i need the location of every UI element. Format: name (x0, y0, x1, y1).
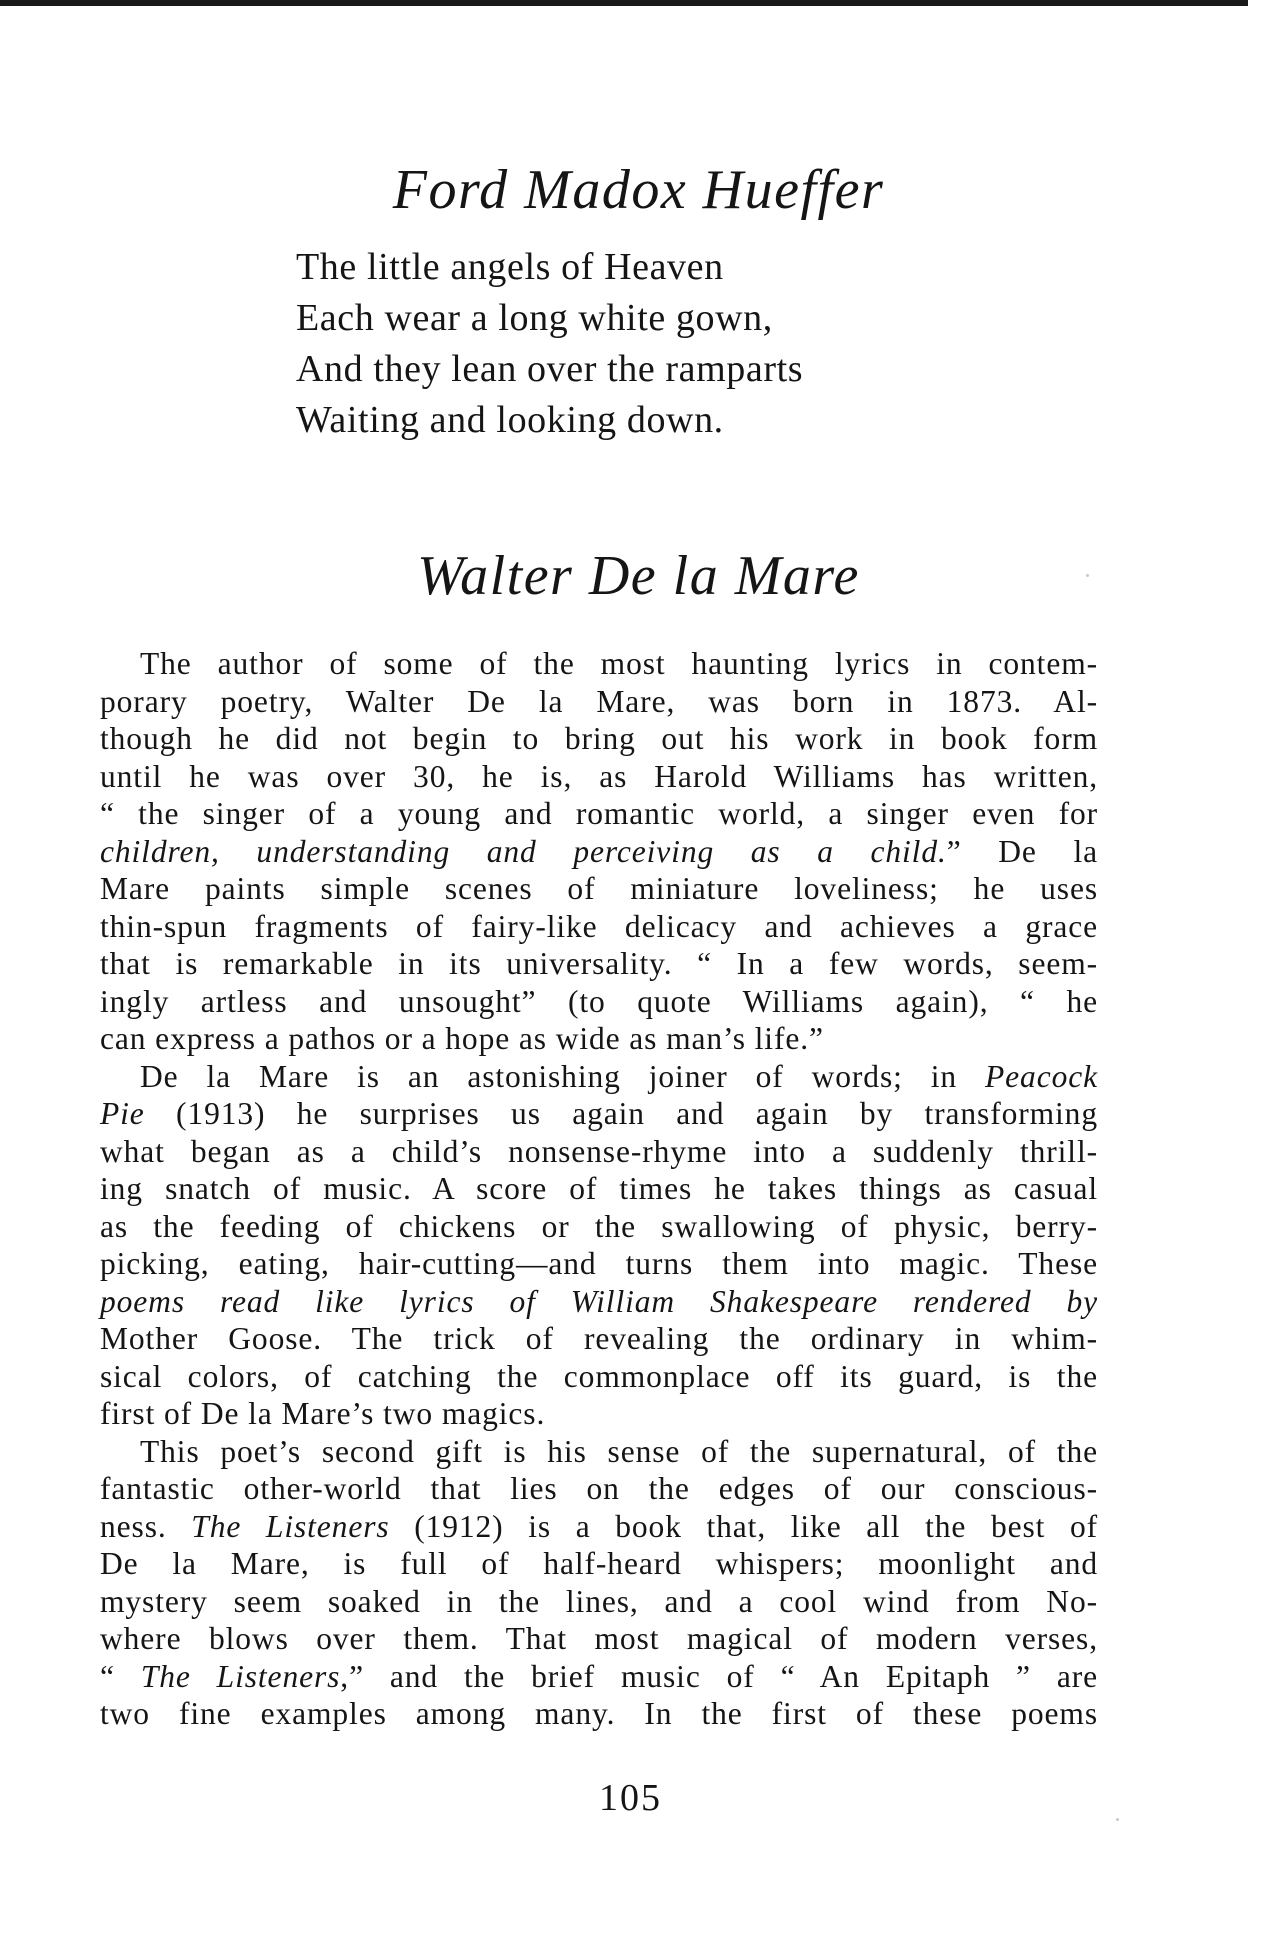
essay-body (100, 645, 1098, 1733)
text-line: “ The Listeners,” and the brief music of “ An Epitaph ” are (100, 1658, 1098, 1694)
italic-span: Peacock (985, 1058, 1098, 1094)
text-line: ing snatch of music. A score of times he takes things as casual (100, 1171, 1098, 1206)
text-line: De la Mare is an astonishing joiner of words; in Peacock (140, 1058, 1098, 1094)
poem-line: Waiting and looking down. (296, 399, 724, 441)
text-line: as the feeding of chickens or the swallowing of physic, berry- (100, 1208, 1098, 1244)
text-line: two fine examples among many. In the first of these poems (100, 1696, 1098, 1731)
italic-span: The Listeners (140, 1658, 341, 1694)
text-line: first of De la Mare’s two magics. (100, 1396, 546, 1431)
text-line: De la Mare, is full of half-heard whispers; moonlight and (100, 1546, 1098, 1581)
text-line: ingly artless and unsought” (to quote Williams again), “ he (100, 983, 1098, 1019)
text-line: Pie (1913) he surprises us again and again by transforming (100, 1096, 1098, 1131)
paper-speck (1086, 574, 1089, 577)
text-line: picking, eating, hair-cutting—and turns them into magic. These (100, 1246, 1098, 1281)
text-line: The author of some of the most haunting lyrics in contem- (140, 646, 1098, 681)
poem-hueffer (296, 242, 996, 446)
section-heading-de-la-mare: Walter De la Mare (417, 545, 860, 607)
text-line: Mare paints simple scenes of miniature loveliness; he uses (100, 871, 1098, 906)
poem-line: The little angels of Heaven (296, 246, 724, 288)
text-line: though he did not begin to bring out his work in book form (100, 721, 1098, 756)
italic-span: poems read like lyrics of William Shakespeare rendered by (100, 1283, 1098, 1319)
section-heading-hueffer: Ford Madox Hueffer (392, 159, 885, 221)
italic-span: The Listeners (191, 1508, 390, 1544)
poem-line: Each wear a long white gown, (296, 297, 773, 339)
text-line: fantastic other-world that lies on the edges of our conscious- (100, 1471, 1098, 1506)
text-line: what began as a child’s nonsense-rhyme into a suddenly thrill- (100, 1133, 1098, 1169)
text-line: that is remarkable in its universality. “ In a few words, seem- (100, 946, 1098, 981)
italic-span: Pie (100, 1096, 145, 1131)
text-line: children, understanding and perceiving as a child.” De la (100, 833, 1098, 869)
text-line: “ the singer of a young and romantic world, a singer even for (100, 796, 1098, 831)
text-line: sical colors, of catching the commonplace off its guard, is the (100, 1358, 1098, 1394)
text-line: where blows over them. That most magical of modern verses, (100, 1621, 1098, 1656)
text-line: This poet’s second gift is his sense of the supernatural, of the (140, 1433, 1098, 1469)
italic-span: children, understanding and perceiving as a child. (100, 833, 947, 869)
text-line: porary poetry, Walter De la Mare, was born in 1873. Al- (100, 683, 1098, 719)
text-line: Mother Goose. The trick of revealing the ordinary in whim- (100, 1321, 1098, 1356)
page-number: 105 (599, 1777, 662, 1819)
text-line: until he was over 30, he is, as Harold Williams has written, (100, 758, 1098, 794)
text-line: can express a pathos or a hope as wide as man’s life.” (100, 1021, 824, 1056)
paper-speck (1116, 1818, 1119, 1821)
text-line: mystery seem soaked in the lines, and a cool wind from No- (100, 1583, 1098, 1619)
poem-line: And they lean over the ramparts (296, 348, 804, 390)
text-line: thin-spun fragments of fairy-like delicacy and achieves a grace (100, 908, 1098, 944)
text-line: ness. The Listeners (1912) is a book that, like all the best of (100, 1508, 1098, 1544)
text-line (100, 1283, 1098, 1321)
